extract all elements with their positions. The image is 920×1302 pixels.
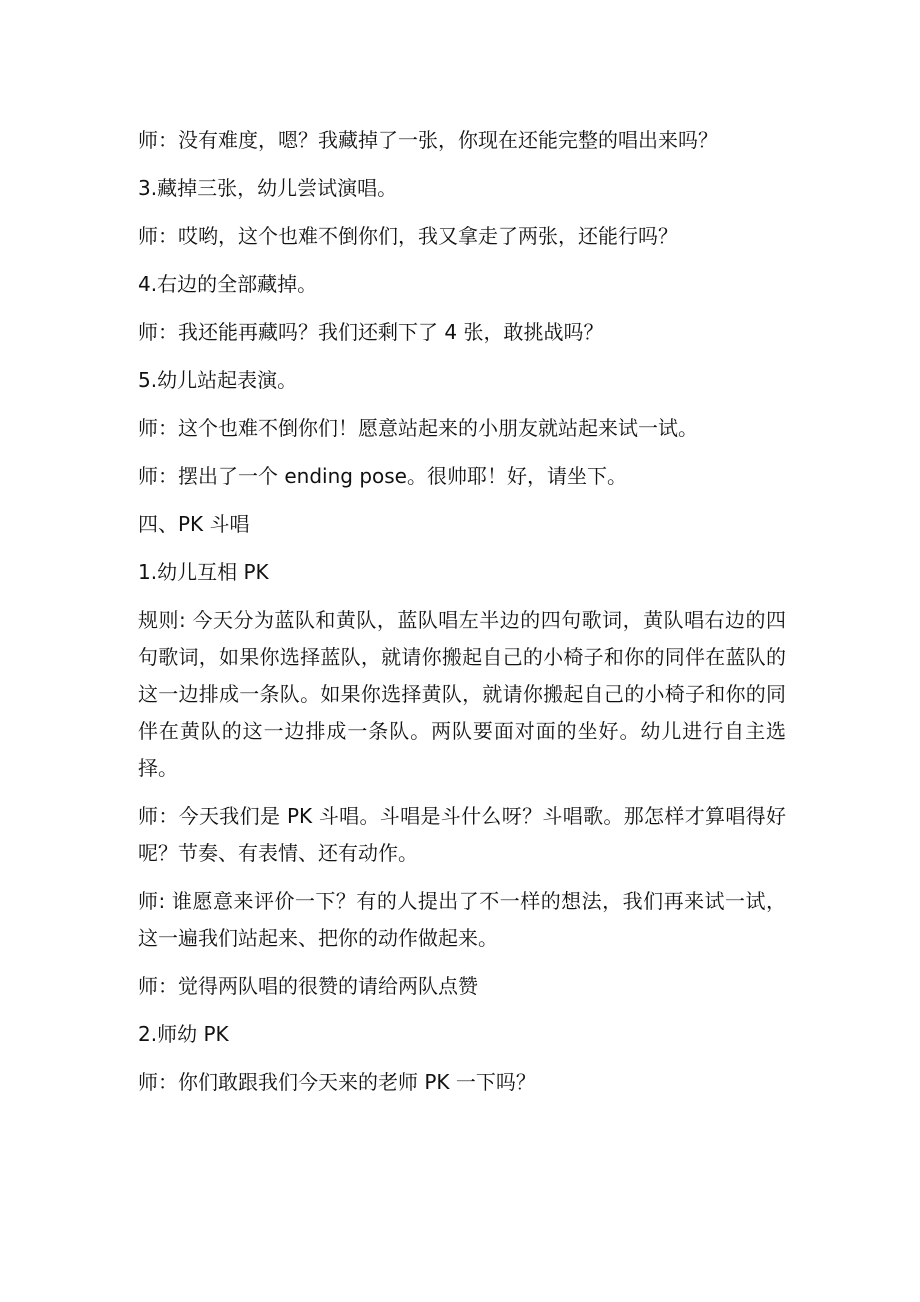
paragraph-step-1: 1.幼儿互相 PK xyxy=(138,560,269,584)
paragraph-step-3: 3.藏掉三张，幼儿尝试演唱。 xyxy=(138,176,398,200)
paragraph-teacher-line: 师：你们敢跟我们今天来的老师 PK 一下吗？ xyxy=(138,1070,536,1094)
paragraph-teacher-line: 师：觉得两队唱的很赞的请给两队点赞 xyxy=(138,974,478,998)
paragraph-teacher-line: 师：没有难度，嗯？我藏掉了一张，你现在还能完整的唱出来吗？ xyxy=(138,128,718,152)
paragraph-teacher-line: 师: 谁愿意来评价一下？有的人提出了不一样的想法，我们再来试一试，这一遍我们站起来、把你的动作做起来。 xyxy=(138,889,786,950)
paragraph-teacher-line: 师：摆出了一个 ending pose。很帅耶！好，请坐下。 xyxy=(138,464,627,488)
paragraph-teacher-line: 师：这个也难不倒你们！愿意站起来的小朋友就站起来试一试。 xyxy=(138,416,698,440)
paragraph-step-4: 4.右边的全部藏掉。 xyxy=(138,272,318,296)
paragraph-teacher-line: 师：我还能再藏吗？我们还剩下了 4 张，敢挑战吗？ xyxy=(138,320,604,344)
section-heading-pk: 四、PK 斗唱 xyxy=(138,512,250,536)
document-body xyxy=(138,122,786,1112)
paragraph-teacher-line: 师：今天我们是 PK 斗唱。斗唱是斗什么呀？斗唱歌。那怎样才算唱得好呢？节奏、有表情、还有动作。 xyxy=(138,804,786,865)
paragraph-step-2: 2.师幼 PK xyxy=(138,1022,229,1046)
paragraph-step-5: 5.幼儿站起表演。 xyxy=(138,368,298,392)
paragraph-rules: 规则: 今天分为蓝队和黄队，蓝队唱左半边的四句歌词，黄队唱右边的四句歌词，如果你选择蓝队，就请你搬起自己的小椅子和你的同伴在蓝队的这一边排成一条队。如果你选择黄队，就请你搬起自己的小椅子和你的同伴在黄队的这一边排成一条队。两队要面对面的坐好。幼儿进行自主选择。 xyxy=(138,608,786,780)
paragraph-teacher-line: 师：哎哟，这个也难不倒你们，我又拿走了两张，还能行吗？ xyxy=(138,224,678,248)
